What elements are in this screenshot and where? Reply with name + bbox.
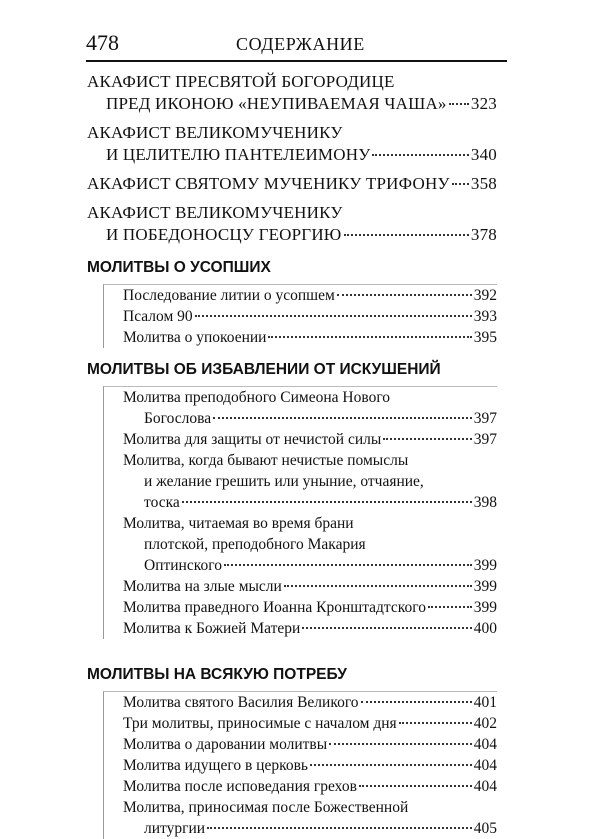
toc-page-number: 323 <box>470 94 497 113</box>
toc-entry-text: Молитва святого Василия Великого <box>123 694 359 711</box>
toc-entry-line <box>87 71 497 93</box>
leader-dots <box>224 564 472 566</box>
toc-page-number: 393 <box>473 308 497 325</box>
toc-page-number: 397 <box>473 410 497 427</box>
leader-dots <box>284 585 472 587</box>
toc-entry-line <box>104 534 497 555</box>
toc-entry-line <box>104 327 497 348</box>
toc-page-number: 399 <box>473 599 497 616</box>
toc-page-number: 398 <box>473 494 497 511</box>
toc-entry[interactable] <box>104 387 497 429</box>
toc-entry-text: Молитва к Божией Матери <box>123 620 301 637</box>
section-entries <box>103 284 497 348</box>
toc-entry-line <box>104 450 497 471</box>
toc-entry-text: литургии <box>144 820 206 837</box>
header-rule <box>86 60 507 62</box>
toc-entry-line <box>104 734 497 755</box>
toc-entry-text: Псалом 90 <box>123 308 193 325</box>
toc-entry-text: тоска <box>144 494 180 511</box>
page-title: СОДЕРЖАНИЕ <box>236 34 365 54</box>
leader-dots <box>310 764 472 766</box>
toc-entry-text: Молитва о упокоении <box>123 329 267 346</box>
toc-entry[interactable] <box>104 327 497 348</box>
toc-entry[interactable] <box>104 576 497 597</box>
toc-entry-text: АКАФИСТ СВЯТОМУ МУЧЕНИКУ ТРИФОНУ <box>87 174 450 193</box>
toc-entry-text: Оптинского <box>144 557 222 574</box>
toc-entry-line <box>104 306 497 327</box>
toc-page-number: 400 <box>473 620 497 637</box>
toc-entry-line <box>104 285 497 306</box>
toc-entry-text: Молитва на злые мысли <box>123 578 282 595</box>
toc-entry[interactable] <box>87 122 497 166</box>
section-spacer <box>87 639 497 653</box>
toc-entry-text: АКАФИСТ ПРЕСВЯТОЙ БОГОРОДИЦЕ <box>87 72 395 91</box>
toc-entry-line <box>104 513 497 534</box>
toc-entry-text: Богослова <box>144 410 212 427</box>
toc-entry-line <box>104 797 497 818</box>
toc-page-number: 358 <box>470 174 497 193</box>
toc-entry-text: Молитва праведного Иоанна Кронштадтского <box>123 599 426 616</box>
toc-page-number: 404 <box>473 757 497 774</box>
section-heading: МОЛИТВЫ О УСОПШИХ <box>87 259 271 276</box>
leader-dots <box>372 154 468 156</box>
toc-entry-line <box>87 224 497 246</box>
toc-page-number: 405 <box>473 820 497 837</box>
leader-dots <box>213 417 472 419</box>
toc-entry-text: Молитва идущего в церковь <box>123 757 308 774</box>
toc-entry[interactable] <box>104 513 497 576</box>
toc-entry-line <box>104 597 497 618</box>
toc-entry-line <box>104 576 497 597</box>
toc-entry-text: И ЦЕЛИТЕЛЮ ПАНТЕЛЕИМОНУ <box>106 145 371 164</box>
toc-entry-text: Молитва после исповедания грехов <box>123 778 357 795</box>
toc-entry[interactable] <box>104 618 497 639</box>
toc-entry-text: Молитва преподобного Симеона Нового <box>123 389 391 406</box>
toc-entry[interactable] <box>87 202 497 246</box>
toc-page-number: 399 <box>473 557 497 574</box>
table-of-contents <box>87 71 497 839</box>
toc-page-number: 397 <box>473 431 497 448</box>
toc-entry-line <box>87 144 497 166</box>
toc-entry-line <box>104 692 497 713</box>
leader-dots <box>195 315 472 317</box>
toc-entry-line <box>104 471 497 492</box>
leader-dots <box>449 103 469 105</box>
toc-entry-text: Молитва для защиты от нечистой силы <box>123 431 382 448</box>
toc-entry[interactable] <box>104 306 497 327</box>
toc-entry-text: плотской, преподобного Макария <box>144 536 366 553</box>
leader-dots <box>207 827 472 829</box>
leader-dots <box>383 438 471 440</box>
toc-entry-text: Последование литии о усопшем <box>123 287 335 304</box>
toc-entry-text: Три молитвы, приносимые с началом дня <box>123 715 397 732</box>
toc-entry[interactable] <box>104 755 497 776</box>
toc-entry-text: И ПОБЕДОНОСЦУ ГЕОРГИЮ <box>106 225 342 244</box>
toc-entry-line <box>104 713 497 734</box>
toc-entry-line <box>104 618 497 639</box>
toc-entry[interactable] <box>87 173 497 195</box>
toc-entry[interactable] <box>104 734 497 755</box>
section-heading: МОЛИТВЫ НА ВСЯКУЮ ПОТРЕБУ <box>87 666 347 683</box>
toc-page-number: 401 <box>473 694 497 711</box>
leader-dots <box>329 743 472 745</box>
toc-entry-text: АКАФИСТ ВЕЛИКОМУЧЕНИКУ <box>87 123 343 142</box>
toc-page-number: 404 <box>473 778 497 795</box>
toc-entry[interactable] <box>104 692 497 713</box>
section-entries <box>103 386 497 639</box>
toc-entry[interactable] <box>104 285 497 306</box>
toc-page-number: 392 <box>473 287 497 304</box>
toc-entry-text: ПРЕД ИКОНОЮ «НЕУПИВАЕМАЯ ЧАША» <box>106 94 447 113</box>
toc-entry[interactable] <box>104 429 497 450</box>
toc-page-number: 404 <box>473 736 497 753</box>
section-entries <box>103 691 497 839</box>
toc-entry[interactable] <box>104 450 497 513</box>
leader-dots <box>302 627 471 629</box>
toc-page-number: 399 <box>473 578 497 595</box>
toc-entry-line <box>87 93 497 115</box>
leader-dots <box>182 501 472 503</box>
toc-entry-line <box>87 122 497 144</box>
toc-entry-line <box>104 818 497 839</box>
toc-entry-line <box>104 429 497 450</box>
toc-entry[interactable] <box>104 776 497 797</box>
toc-page-number: 395 <box>473 329 497 346</box>
leader-dots <box>361 701 472 703</box>
toc-entry-line <box>87 202 497 224</box>
toc-page-number: 402 <box>473 715 497 732</box>
toc-entry-text: Молитва, когда бывают нечистые помыслы <box>123 452 409 469</box>
toc-entry-text: Молитва, приносимая после Божественной <box>123 799 409 816</box>
leader-dots <box>359 785 472 787</box>
page-number: 478 <box>86 30 119 55</box>
toc-entry-line <box>104 408 497 429</box>
toc-entry[interactable] <box>104 713 497 734</box>
toc-entry-text: Молитва о даровании молитвы <box>123 736 328 753</box>
toc-entry-text: Молитва, читаемая во время брани <box>123 515 354 532</box>
section-heading: МОЛИТВЫ ОБ ИЗБАВЛЕНИИ ОТ ИСКУШЕНИЙ <box>87 361 441 378</box>
toc-entry[interactable] <box>87 71 497 115</box>
toc-entry-line <box>87 173 497 195</box>
toc-entry-line <box>104 555 497 576</box>
leader-dots <box>428 606 472 608</box>
toc-entry-line <box>104 492 497 513</box>
page-header <box>86 30 506 56</box>
toc-entry-text: и желание грешить или уныние, отчаяние, <box>144 473 424 490</box>
toc-entry[interactable] <box>104 597 497 618</box>
toc-entry-line <box>104 387 497 408</box>
toc-page-number: 340 <box>470 145 497 164</box>
leader-dots <box>399 722 472 724</box>
leader-dots <box>337 294 472 296</box>
toc-page-number: 378 <box>470 225 497 244</box>
toc-entry[interactable] <box>104 797 497 839</box>
toc-entry-text: АКАФИСТ ВЕЛИКОМУЧЕНИКУ <box>87 203 343 222</box>
leader-dots <box>268 336 471 338</box>
toc-entry-line <box>104 776 497 797</box>
toc-entry-line <box>104 755 497 776</box>
leader-dots <box>452 183 469 185</box>
leader-dots <box>344 234 469 236</box>
